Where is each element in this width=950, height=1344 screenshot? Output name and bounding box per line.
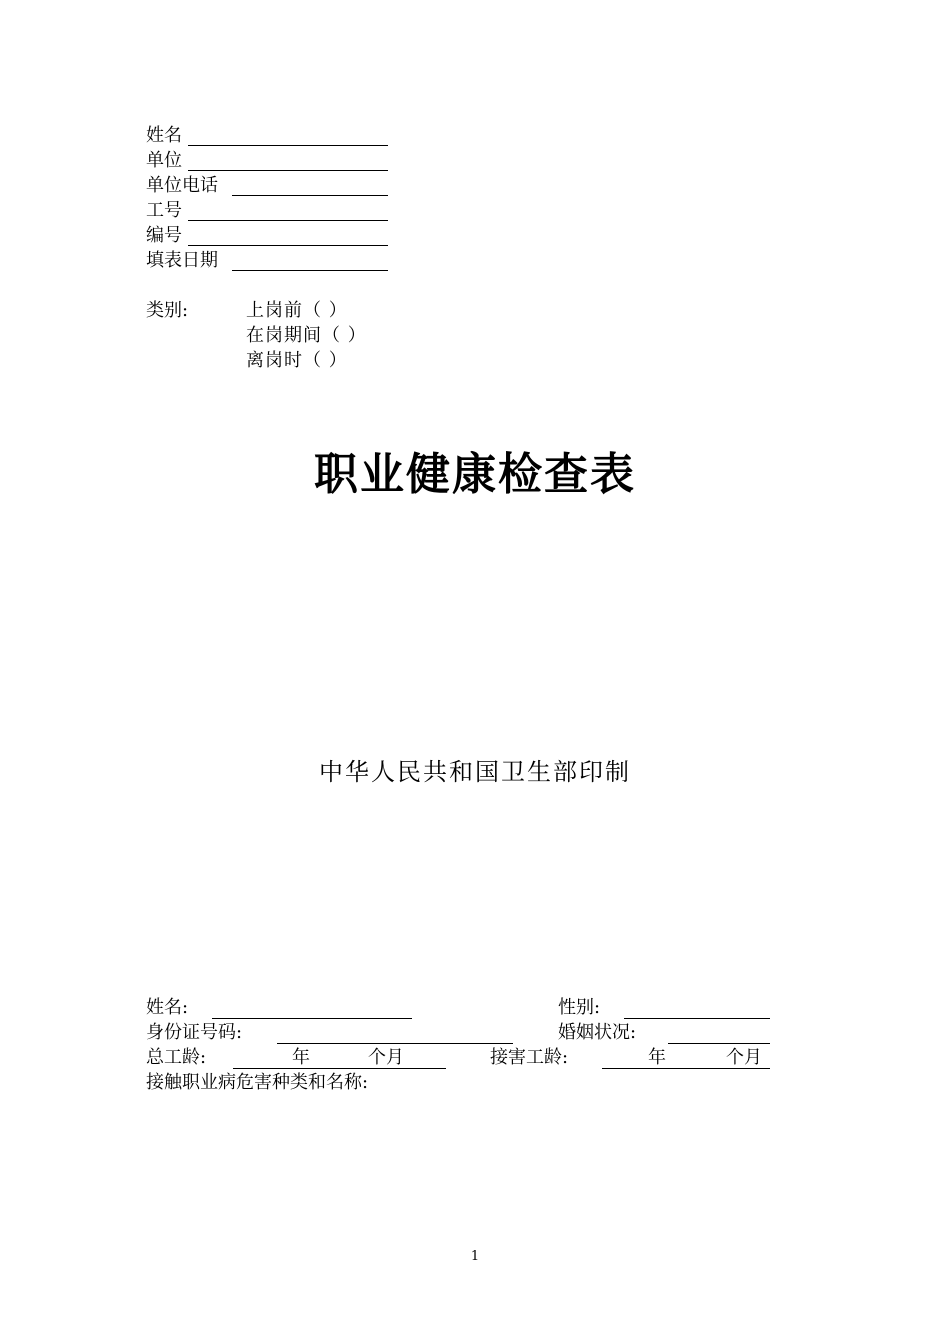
- work-id-field[interactable]: [146, 199, 182, 223]
- fill-date-label: 填表日期: [146, 250, 218, 271]
- fill-date-field[interactable]: [146, 249, 218, 273]
- category-label: 类别:: [146, 300, 189, 321]
- exposure-years-year-unit: 年: [648, 1047, 666, 1068]
- marital-status-underline[interactable]: [668, 1043, 770, 1044]
- serial-number-field[interactable]: [146, 224, 182, 248]
- work-id-underline: [188, 220, 388, 221]
- marital-status-label: 婚姻状况:: [558, 1022, 637, 1043]
- serial-number-label: 编号: [146, 225, 182, 246]
- exposure-years-label: 接害工龄:: [490, 1047, 569, 1068]
- page-title: 职业健康检查表: [314, 449, 636, 500]
- unit-underline: [188, 170, 388, 171]
- page-number: 1: [470, 1249, 480, 1264]
- fill-date-underline: [232, 270, 388, 271]
- id-number-label: 身份证号码:: [146, 1022, 243, 1043]
- category-option-on-job[interactable]: 在岗期间（ ）: [246, 325, 367, 346]
- total-years-year-unit: 年: [292, 1047, 310, 1068]
- bottom-name-label: 姓名:: [146, 997, 189, 1018]
- name-field[interactable]: [146, 124, 182, 148]
- name-label: 姓名: [146, 125, 182, 146]
- publisher-line: 中华人民共和国卫生部印制: [319, 758, 631, 786]
- id-number-underline[interactable]: [277, 1043, 513, 1044]
- category-option-pre-job[interactable]: 上岗前（ ）: [246, 300, 348, 321]
- bottom-name-underline[interactable]: [212, 1018, 412, 1019]
- unit-label: 单位: [146, 150, 182, 171]
- unit-phone-field[interactable]: [146, 174, 218, 198]
- name-underline: [188, 145, 388, 146]
- serial-number-underline: [188, 245, 388, 246]
- category-option-leaving-job[interactable]: 离岗时（ ）: [246, 350, 348, 371]
- total-years-underline[interactable]: [233, 1068, 446, 1069]
- gender-underline[interactable]: [624, 1018, 770, 1019]
- hazard-type-label: 接触职业病危害种类和名称:: [146, 1072, 369, 1093]
- unit-field[interactable]: [146, 149, 182, 173]
- unit-phone-underline: [232, 195, 388, 196]
- work-id-label: 工号: [146, 200, 182, 221]
- unit-phone-label: 单位电话: [146, 175, 218, 196]
- gender-label: 性别:: [558, 997, 601, 1018]
- total-years-month-unit: 个月: [368, 1047, 404, 1068]
- exposure-years-month-unit: 个月: [726, 1047, 762, 1068]
- total-years-label: 总工龄:: [146, 1047, 207, 1068]
